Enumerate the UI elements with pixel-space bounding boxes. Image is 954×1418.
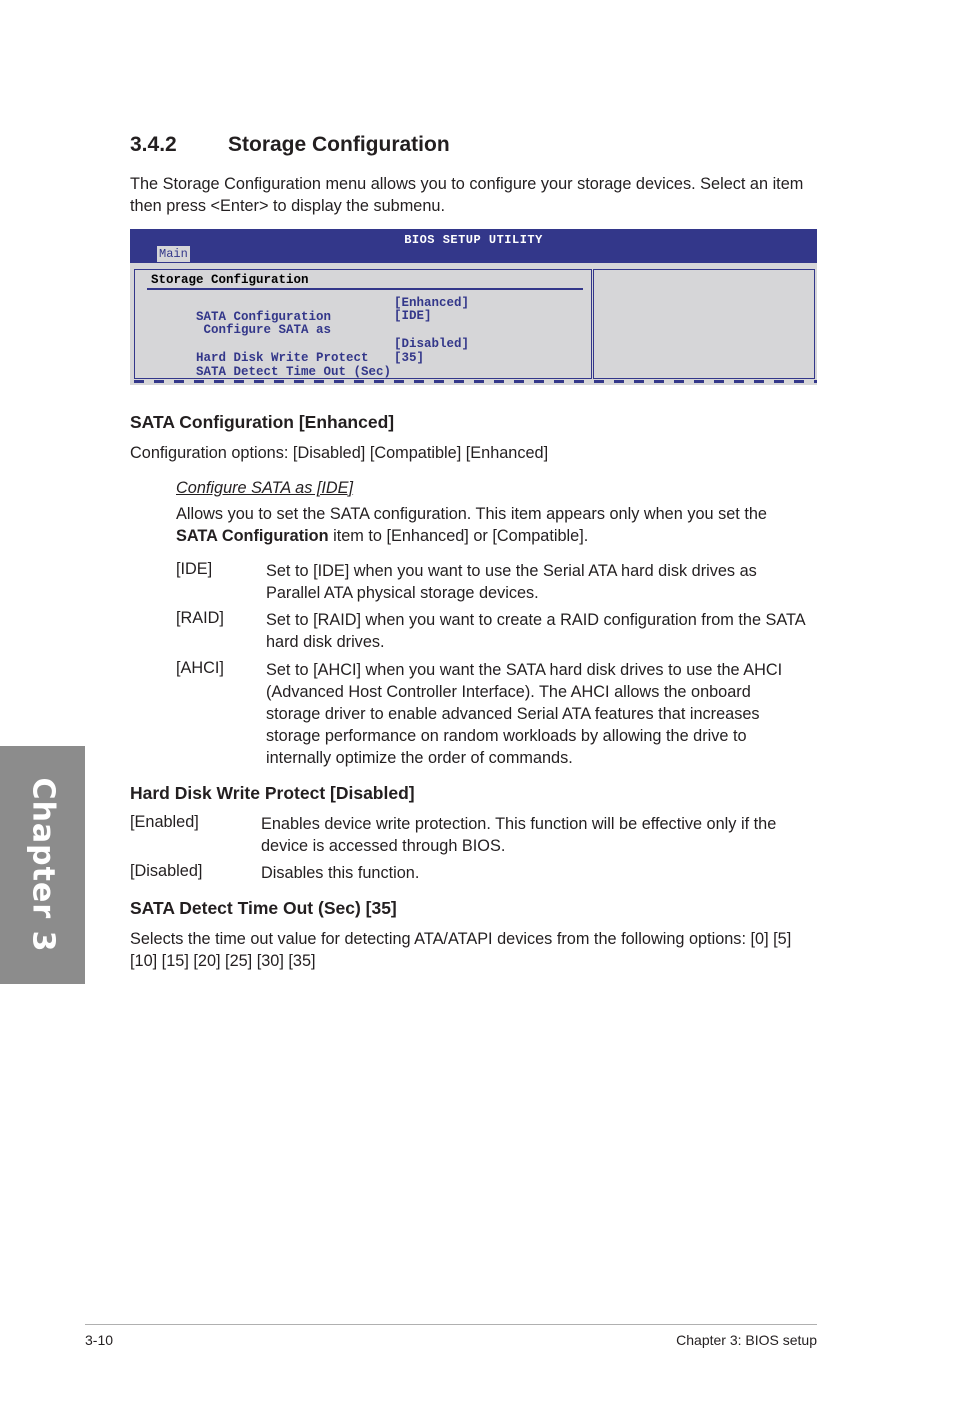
- description-line: Selects the time out value for detecting ATA/ATAPI devices from the following options: [0] [5]: [130, 930, 792, 948]
- bios-item-value[interactable]: [IDE]: [394, 309, 432, 323]
- detect-timeout-description: [130, 928, 791, 972]
- configure-sata-subheading: Configure SATA as [IDE]: [176, 479, 354, 497]
- option-desc-disabled: [261, 862, 419, 884]
- page-number: 3-10: [85, 1332, 114, 1348]
- bios-item-label: SATA Detect Time Out (Sec): [196, 365, 392, 379]
- bios-header-bar: [130, 229, 817, 263]
- bios-dashed-border: [134, 380, 817, 383]
- chapter-tab-label: Chapter 3: [25, 777, 60, 953]
- description-line: Allows you to set the SATA configuration. This item appears only when you set the: [176, 505, 767, 523]
- description-text: item to [Enhanced] or [Compatible].: [328, 527, 589, 545]
- bios-item-label: Configure SATA as: [196, 323, 332, 337]
- option-tag-raid: [RAID]: [176, 609, 224, 627]
- option-tag-disabled: [Disabled]: [130, 862, 203, 880]
- bios-item-sata-detect-time-out[interactable]: [151, 351, 391, 393]
- bios-screen: [130, 229, 817, 385]
- option-desc-enabled: [261, 813, 776, 857]
- bios-help-pane: [593, 269, 815, 379]
- bios-item-label: SATA Configuration: [196, 310, 332, 324]
- option-desc-ahci: [266, 659, 782, 769]
- option-desc-line: storage performance on random workloads by allowing the drive to: [266, 727, 747, 745]
- bios-tab-main[interactable]: Main: [159, 247, 188, 261]
- option-desc-line: Set to [AHCI] when you want the SATA hard disk drives to use the AHCI: [266, 661, 783, 679]
- bios-item-label: Hard Disk Write Protect: [196, 351, 369, 365]
- option-tag-ahci: [AHCI]: [176, 659, 224, 677]
- option-desc-line: internally optimize the order of commands.: [266, 749, 573, 767]
- option-desc-line: Enables device write protection. This function will be effective only if the: [261, 815, 777, 833]
- configure-sata-description: [176, 503, 767, 547]
- bios-item-value[interactable]: [35]: [394, 351, 425, 365]
- option-desc-line: storage driver to enable advanced Serial ATA features that increases: [266, 705, 760, 723]
- option-desc-line: device is accessed through BIOS.: [261, 837, 506, 855]
- section-number: 3.4.2: [130, 133, 177, 156]
- bios-menu-pane: [134, 269, 592, 379]
- option-desc-line: hard disk drives.: [266, 633, 385, 651]
- section-intro: [130, 173, 803, 217]
- bios-item-value[interactable]: [Enhanced]: [394, 296, 470, 310]
- intro-line: The Storage Configuration menu allows you to configure your storage devices. Select an item: [130, 175, 804, 193]
- option-tag-enabled: [Enabled]: [130, 813, 199, 831]
- option-desc-raid: [266, 609, 806, 653]
- section-heading: [130, 133, 450, 157]
- option-desc-ide: [266, 560, 757, 604]
- option-desc-line: (Advanced Host Controller Interface). The AHCI allows the onboard: [266, 683, 751, 701]
- bios-section-title: Storage Configuration: [151, 273, 309, 287]
- bold-term: SATA Configuration: [176, 527, 329, 545]
- sata-config-heading: SATA Configuration [Enhanced]: [130, 412, 395, 432]
- option-desc-line: Set to [IDE] when you want to use the Serial ATA hard disk drives as: [266, 562, 757, 580]
- bios-item-value[interactable]: [Disabled]: [394, 337, 470, 351]
- footer-chapter-title: Chapter 3: BIOS setup: [676, 1332, 817, 1348]
- write-protect-heading: Hard Disk Write Protect [Disabled]: [130, 783, 415, 803]
- option-tag-ide: [IDE]: [176, 560, 213, 578]
- bios-title: BIOS SETUP UTILITY: [404, 233, 543, 247]
- description-line: [176, 525, 767, 547]
- chapter-side-tab: [0, 746, 85, 984]
- sata-config-options: Configuration options: [Disabled] [Compatible] [Enhanced]: [130, 444, 549, 462]
- detect-timeout-heading: SATA Detect Time Out (Sec) [35]: [130, 898, 397, 918]
- option-desc-line: Parallel ATA physical storage devices.: [266, 584, 539, 602]
- description-line: [10] [15] [20] [25] [30] [35]: [130, 952, 316, 970]
- bios-divider: [147, 288, 583, 290]
- option-desc-line: Disables this function.: [261, 864, 420, 882]
- option-desc-line: Set to [RAID] when you want to create a RAID configuration from the SATA: [266, 611, 806, 629]
- footer-divider: [85, 1324, 817, 1325]
- section-title: Storage Configuration: [228, 133, 450, 156]
- intro-line: then press <Enter> to display the submenu.: [130, 197, 445, 215]
